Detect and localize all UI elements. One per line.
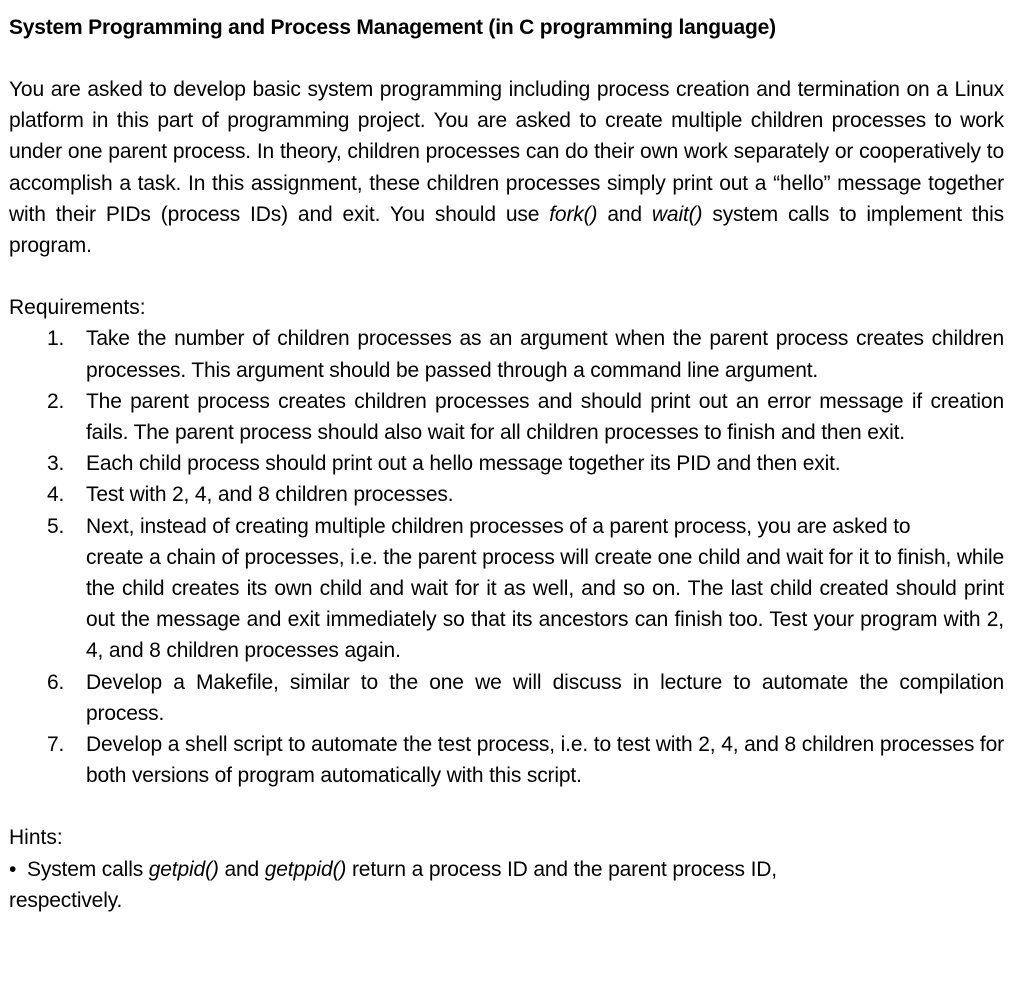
list-item-number: 3.	[47, 452, 65, 476]
hint-item	[9, 854, 1004, 885]
list-item-number: 4.	[47, 483, 65, 507]
list-item	[9, 729, 1004, 791]
list-item-number: 7.	[47, 733, 65, 757]
hints-heading: Hints:	[9, 826, 63, 850]
requirements-heading: Requirements:	[9, 296, 146, 320]
getppid-call: getppid()	[264, 857, 347, 881]
list-item	[9, 511, 1004, 667]
wait-call: wait()	[651, 202, 703, 226]
intro-text-part2: system calls to implement this program.	[9, 202, 1004, 258]
list-item-text: Develop a Makefile, similar to the one we will discuss in lecture to automate the compilation process.	[86, 670, 1004, 725]
list-item	[9, 448, 1004, 479]
list-item-number: 5.	[47, 514, 65, 538]
list-item	[9, 479, 1004, 510]
bullet-icon: •	[9, 857, 17, 881]
list-item-number: 6.	[47, 670, 65, 694]
list-item-number: 1.	[47, 327, 65, 351]
document-title: System Programming and Process Management (in C programming language)	[9, 16, 776, 39]
intro-text-part1: You are asked to develop basic system programming including process creation and termination on a Linux platform in this part of programming project. You are asked to create multiple children processes to work under one parent process. In theory, children processes can do their own work separately or cooperatively to accomplish a task. In this assignment, these children processes simply print out a “hello” message together with their PIDs (process IDs) and exit. You should use	[9, 78, 1004, 226]
hint-text-pre: System calls	[27, 857, 149, 881]
list-item-text: Each child process should print out a hello message together its PID and then exit.	[86, 452, 841, 476]
hint-text-post: return a process ID and the parent process ID,	[346, 857, 777, 881]
document-body	[9, 12, 1004, 916]
intro-paragraph	[9, 74, 1004, 261]
intro-and: and	[597, 202, 652, 226]
getpid-call: getpid()	[148, 857, 219, 881]
hint-item-continued: respectively.	[9, 888, 123, 912]
fork-call: fork()	[549, 202, 598, 226]
requirements-list	[9, 323, 1004, 791]
list-item-text-continued: create a chain of processes, i.e. the parent process will create one child and wait for it to finish, while the child creates its own child and wait for it as well, and so on. The last child created should print out the message and exit immediately so that its ancestors can finish too. Test your program with 2, 4, and 8 children processes again.	[86, 545, 1004, 663]
list-item-text: Next, instead of creating multiple children processes of a parent process, you are asked to	[86, 514, 911, 538]
list-item-text: Develop a shell script to automate the test process, i.e. to test with 2, 4, and 8 children processes for both versions of program automatically with this script.	[86, 733, 1004, 788]
list-item-text: Take the number of children processes as an argument when the parent process creates children processes. This argument should be passed through a command line argument.	[86, 327, 1004, 382]
list-item	[9, 667, 1004, 729]
list-item-text: The parent process creates children processes and should print out an error message if creation fails. The parent process should also wait for all children processes to finish and then exit.	[86, 389, 1004, 445]
list-item	[9, 323, 1004, 385]
list-item-text: Test with 2, 4, and 8 children processes.	[86, 483, 454, 507]
list-item-number: 2.	[47, 389, 65, 413]
hint-and: and	[218, 857, 265, 881]
list-item	[9, 386, 1004, 448]
